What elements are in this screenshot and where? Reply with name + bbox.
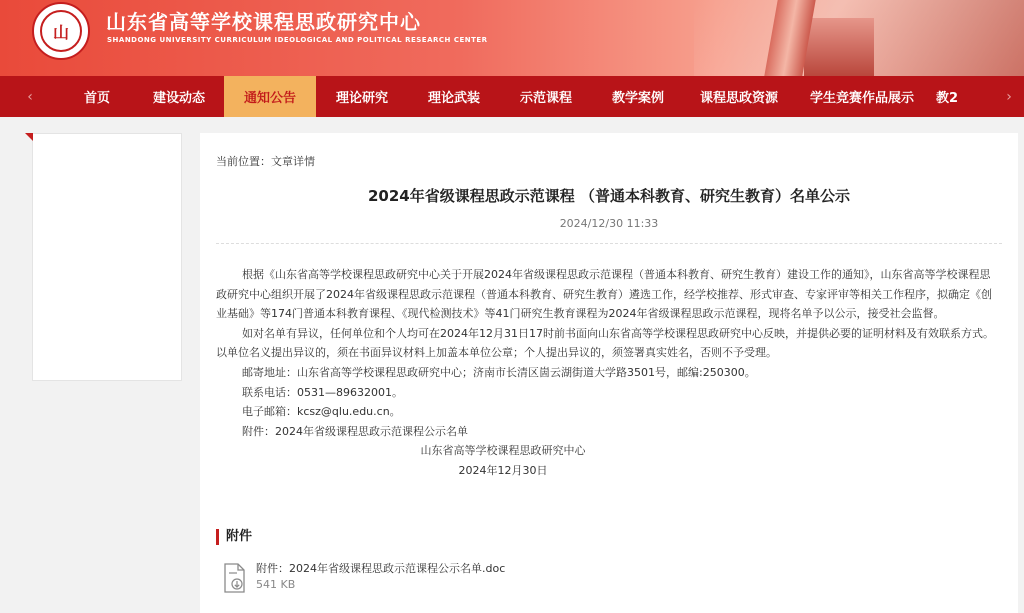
article-paragraph: 根据《山东省高等学校课程思政研究中心关于开展2024年省级课程思政示范课程（普通本科教育、研究生教育）建设工作的通知》，山东省高等学校课程思政研究中心组织开展了2024年省级课程思政示范课程（普通本科教育、研究生教育）遴选工作，经学校推荐、形式审查、专家评审等相关工作程序，拟确定《创业基础》等174门普通本科教育课程、《现代检测技术》等41门研究生教育课程为2024年省级课程思政示范课程，现将名单予以公示，接受社会监督。 xyxy=(216,268,992,321)
nav-items xyxy=(60,76,964,117)
article-title: 2024年省级课程思政示范课程 （普通本科教育、研究生教育）名单公示 xyxy=(368,187,850,205)
sidebar-corner-marker xyxy=(25,133,33,141)
attachments-heading: 附件 xyxy=(216,529,252,545)
nav-prev-icon[interactable]: ‹ xyxy=(27,88,33,105)
mailing-address: 邮寄地址：山东省高等学校课程思政研究中心；济南市长清区崮云湖街道大学路3501号，邮编:250300。 xyxy=(242,365,756,379)
nav-item-student-works[interactable]: 学生竞赛作品展示 xyxy=(809,91,914,106)
attachment-size: 541 KB xyxy=(256,578,296,591)
attachment-note: 附件：2024年省级课程思政示范课程公示名单 xyxy=(242,424,468,438)
article-paragraph: 如对名单有异议，任何单位和个人均可在2024年12月31日17时前书面向山东省高等学校课程思政研究中心反映，并提供必要的证明材料及有效联系方式。以单位名义提出异议的，须在书面异议材料上加盖本单位公章；个人提出异议的，须签署真实姓名，否则不予受理。 xyxy=(216,326,994,360)
nav-item-theory-research[interactable]: 理论研究 xyxy=(335,91,388,106)
nav-item-resources[interactable]: 课程思政资源 xyxy=(699,91,778,106)
attachment-item[interactable] xyxy=(222,561,505,593)
site-header xyxy=(0,0,1024,76)
contact-email: 电子邮箱：kcsz@qlu.edu.cn。 xyxy=(242,405,401,419)
site-logo[interactable] xyxy=(32,2,90,60)
main-nav xyxy=(0,76,1024,117)
title-divider xyxy=(216,243,1002,244)
signature-org: 山东省高等学校课程思政研究中心 xyxy=(420,444,586,458)
breadcrumb: 当前位置：文章详情 xyxy=(216,155,315,168)
article-panel xyxy=(200,133,1018,613)
nav-item-theory-armament[interactable]: 理论武装 xyxy=(427,91,480,106)
signature-date: 2024年12月30日 xyxy=(458,463,548,477)
logo-emblem-icon: 山 xyxy=(40,10,82,52)
article-body xyxy=(216,265,1000,481)
site-title: 山东省高等学校课程思政研究中心 xyxy=(106,10,421,34)
header-building xyxy=(804,18,874,76)
nav-item-home[interactable]: 首页 xyxy=(83,91,110,106)
contact-phone: 联系电话：0531—89632001。 xyxy=(242,385,403,399)
main-area xyxy=(0,117,1024,607)
nav-item-teaching-cases[interactable]: 教学案例 xyxy=(611,91,664,106)
site-subtitle: SHANDONG UNIVERSITY CURRICULUM IDEOLOGICAL AND POLITICAL RESEARCH CENTER xyxy=(107,36,488,44)
attachment-link[interactable]: 附件：2024年省级课程思政示范课程公示名单.doc xyxy=(256,562,506,575)
nav-item-teaching-truncated[interactable]: 教2 xyxy=(935,91,959,106)
attachment-info xyxy=(256,561,505,593)
article-date: 2024/12/30 11:33 xyxy=(559,217,659,230)
nav-next-icon[interactable]: › xyxy=(1006,88,1012,105)
nav-item-notices[interactable]: 通知公告 xyxy=(224,76,316,117)
nav-item-demo-courses[interactable]: 示范课程 xyxy=(519,91,572,106)
nav-item-construction-news[interactable]: 建设动态 xyxy=(152,91,205,106)
document-download-icon xyxy=(222,563,246,593)
sidebar-panel xyxy=(32,133,182,381)
